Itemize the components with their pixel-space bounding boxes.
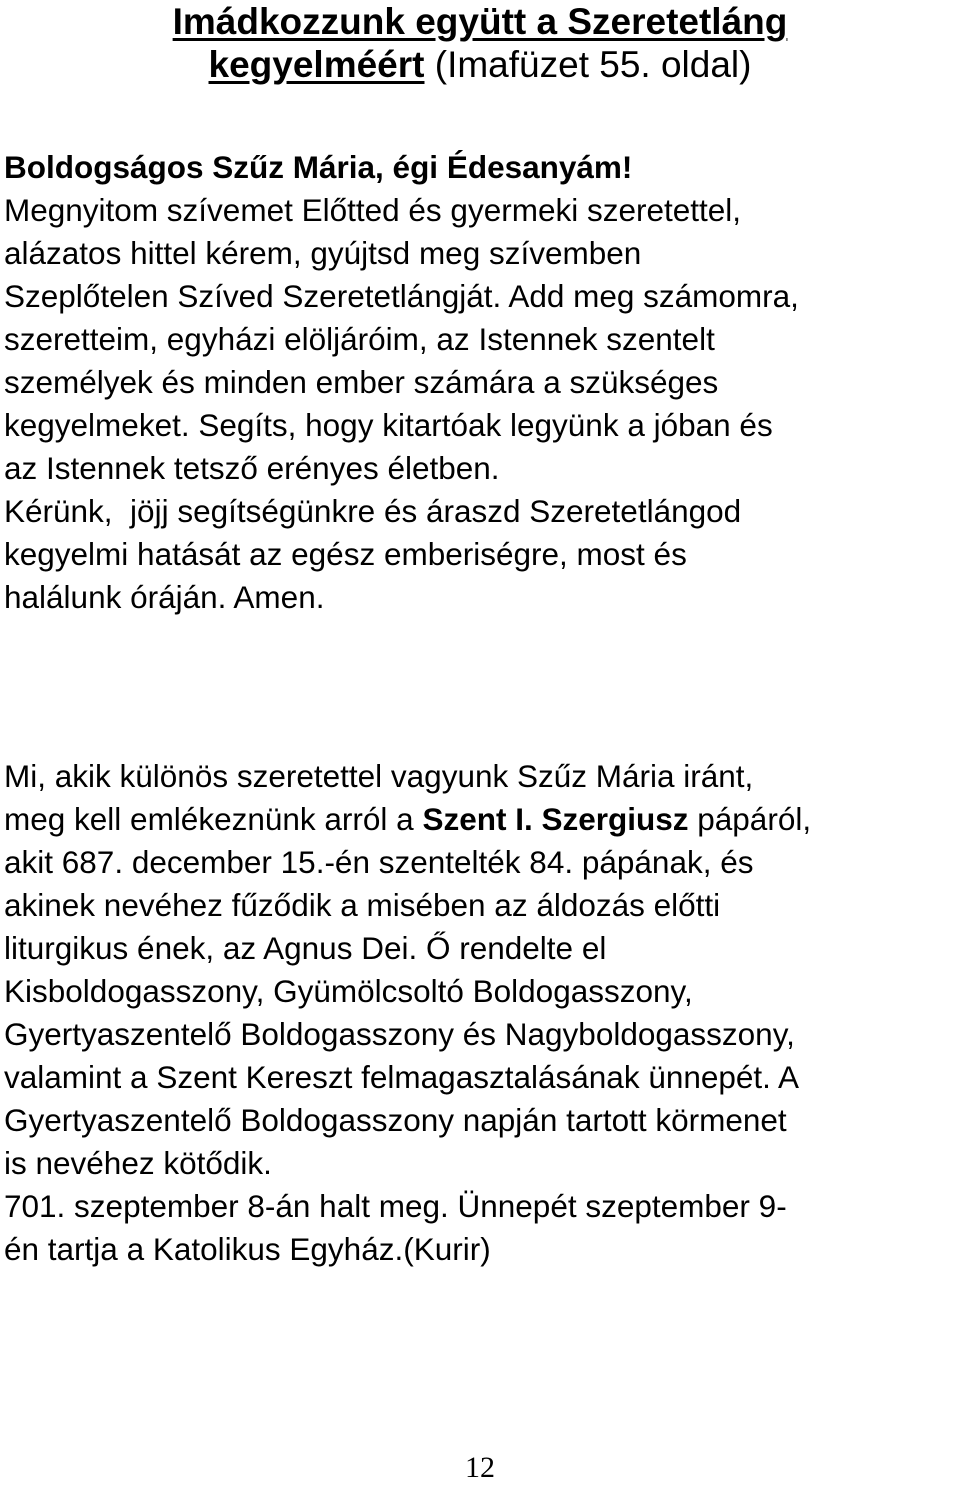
prayer-line: Kérünk, jöjj segítségünkre és áraszd Szeretetlángod bbox=[4, 493, 742, 529]
note-line: is nevéhez kötődik. bbox=[4, 1145, 272, 1181]
prayer-line: személyek és minden ember számára a szükséges bbox=[4, 364, 719, 400]
prayer-line: kegyelmi hatását az egész emberiségre, most és bbox=[4, 536, 687, 572]
title-line-2 bbox=[0, 43, 960, 86]
prayer-line: kegyelmeket. Segíts, hogy kitartóak legyünk a jóban és bbox=[4, 407, 773, 443]
note-line: Mi, akik különös szeretettel vagyunk Szűz Mária iránt, bbox=[4, 758, 754, 794]
title-line-1-text: Imádkozzunk együtt a Szeretetláng bbox=[172, 1, 788, 42]
saint-note-text bbox=[4, 755, 959, 1271]
note-line-prefix: meg kell emlékeznünk arról a bbox=[4, 801, 423, 837]
prayer-line: szeretteim, egyházi elöljáróim, az Istennek szentelt bbox=[4, 321, 715, 357]
prayer-line: halálunk óráján. Amen. bbox=[4, 579, 325, 615]
prayer-line: Megnyitom szívemet Előtted és gyermeki szeretettel, bbox=[4, 192, 742, 228]
prayer-line: alázatos hittel kérem, gyújtsd meg szívemben bbox=[4, 235, 642, 271]
note-line: Kisboldogasszony, Gyümölcsoltó Boldogasszony, bbox=[4, 973, 693, 1009]
note-line-with-name bbox=[4, 798, 959, 841]
title-line-1 bbox=[0, 0, 960, 43]
prayer-text bbox=[4, 146, 959, 619]
note-line: Gyertyaszentelő Boldogasszony napján tartott körmenet bbox=[4, 1102, 787, 1138]
prayer-line: az Istennek tetsző erényes életben. bbox=[4, 450, 500, 486]
document-title bbox=[0, 0, 960, 86]
note-line: én tartja a Katolikus Egyház.(Kurir) bbox=[4, 1231, 491, 1267]
note-line: liturgikus ének, az Agnus Dei. Ő rendelte el bbox=[4, 930, 607, 966]
title-source-reference: (Imafüzet 55. oldal) bbox=[424, 44, 752, 85]
note-line: akinek nevéhez fűződik a misében az áldozás előtti bbox=[4, 887, 721, 923]
prayer-heading: Boldogságos Szűz Mária, égi Édesanyám! bbox=[4, 149, 633, 185]
page-number: 12 bbox=[465, 1451, 495, 1484]
title-underlined-word: kegyelméért bbox=[208, 44, 425, 85]
note-line: 701. szeptember 8-án halt meg. Ünnepét szeptember 9- bbox=[4, 1188, 787, 1224]
saint-name: Szent I. Szergiusz bbox=[422, 801, 689, 837]
note-line-suffix: pápáról, bbox=[688, 801, 812, 837]
prayer-line: Szeplőtelen Szíved Szeretetlángját. Add meg számomra, bbox=[4, 278, 799, 314]
note-line: Gyertyaszentelő Boldogasszony és Nagyboldogasszony, bbox=[4, 1016, 795, 1052]
note-line: valamint a Szent Kereszt felmagasztalásának ünnepét. A bbox=[4, 1059, 799, 1095]
note-line: akit 687. december 15.-én szentelték 84. pápának, és bbox=[4, 844, 754, 880]
